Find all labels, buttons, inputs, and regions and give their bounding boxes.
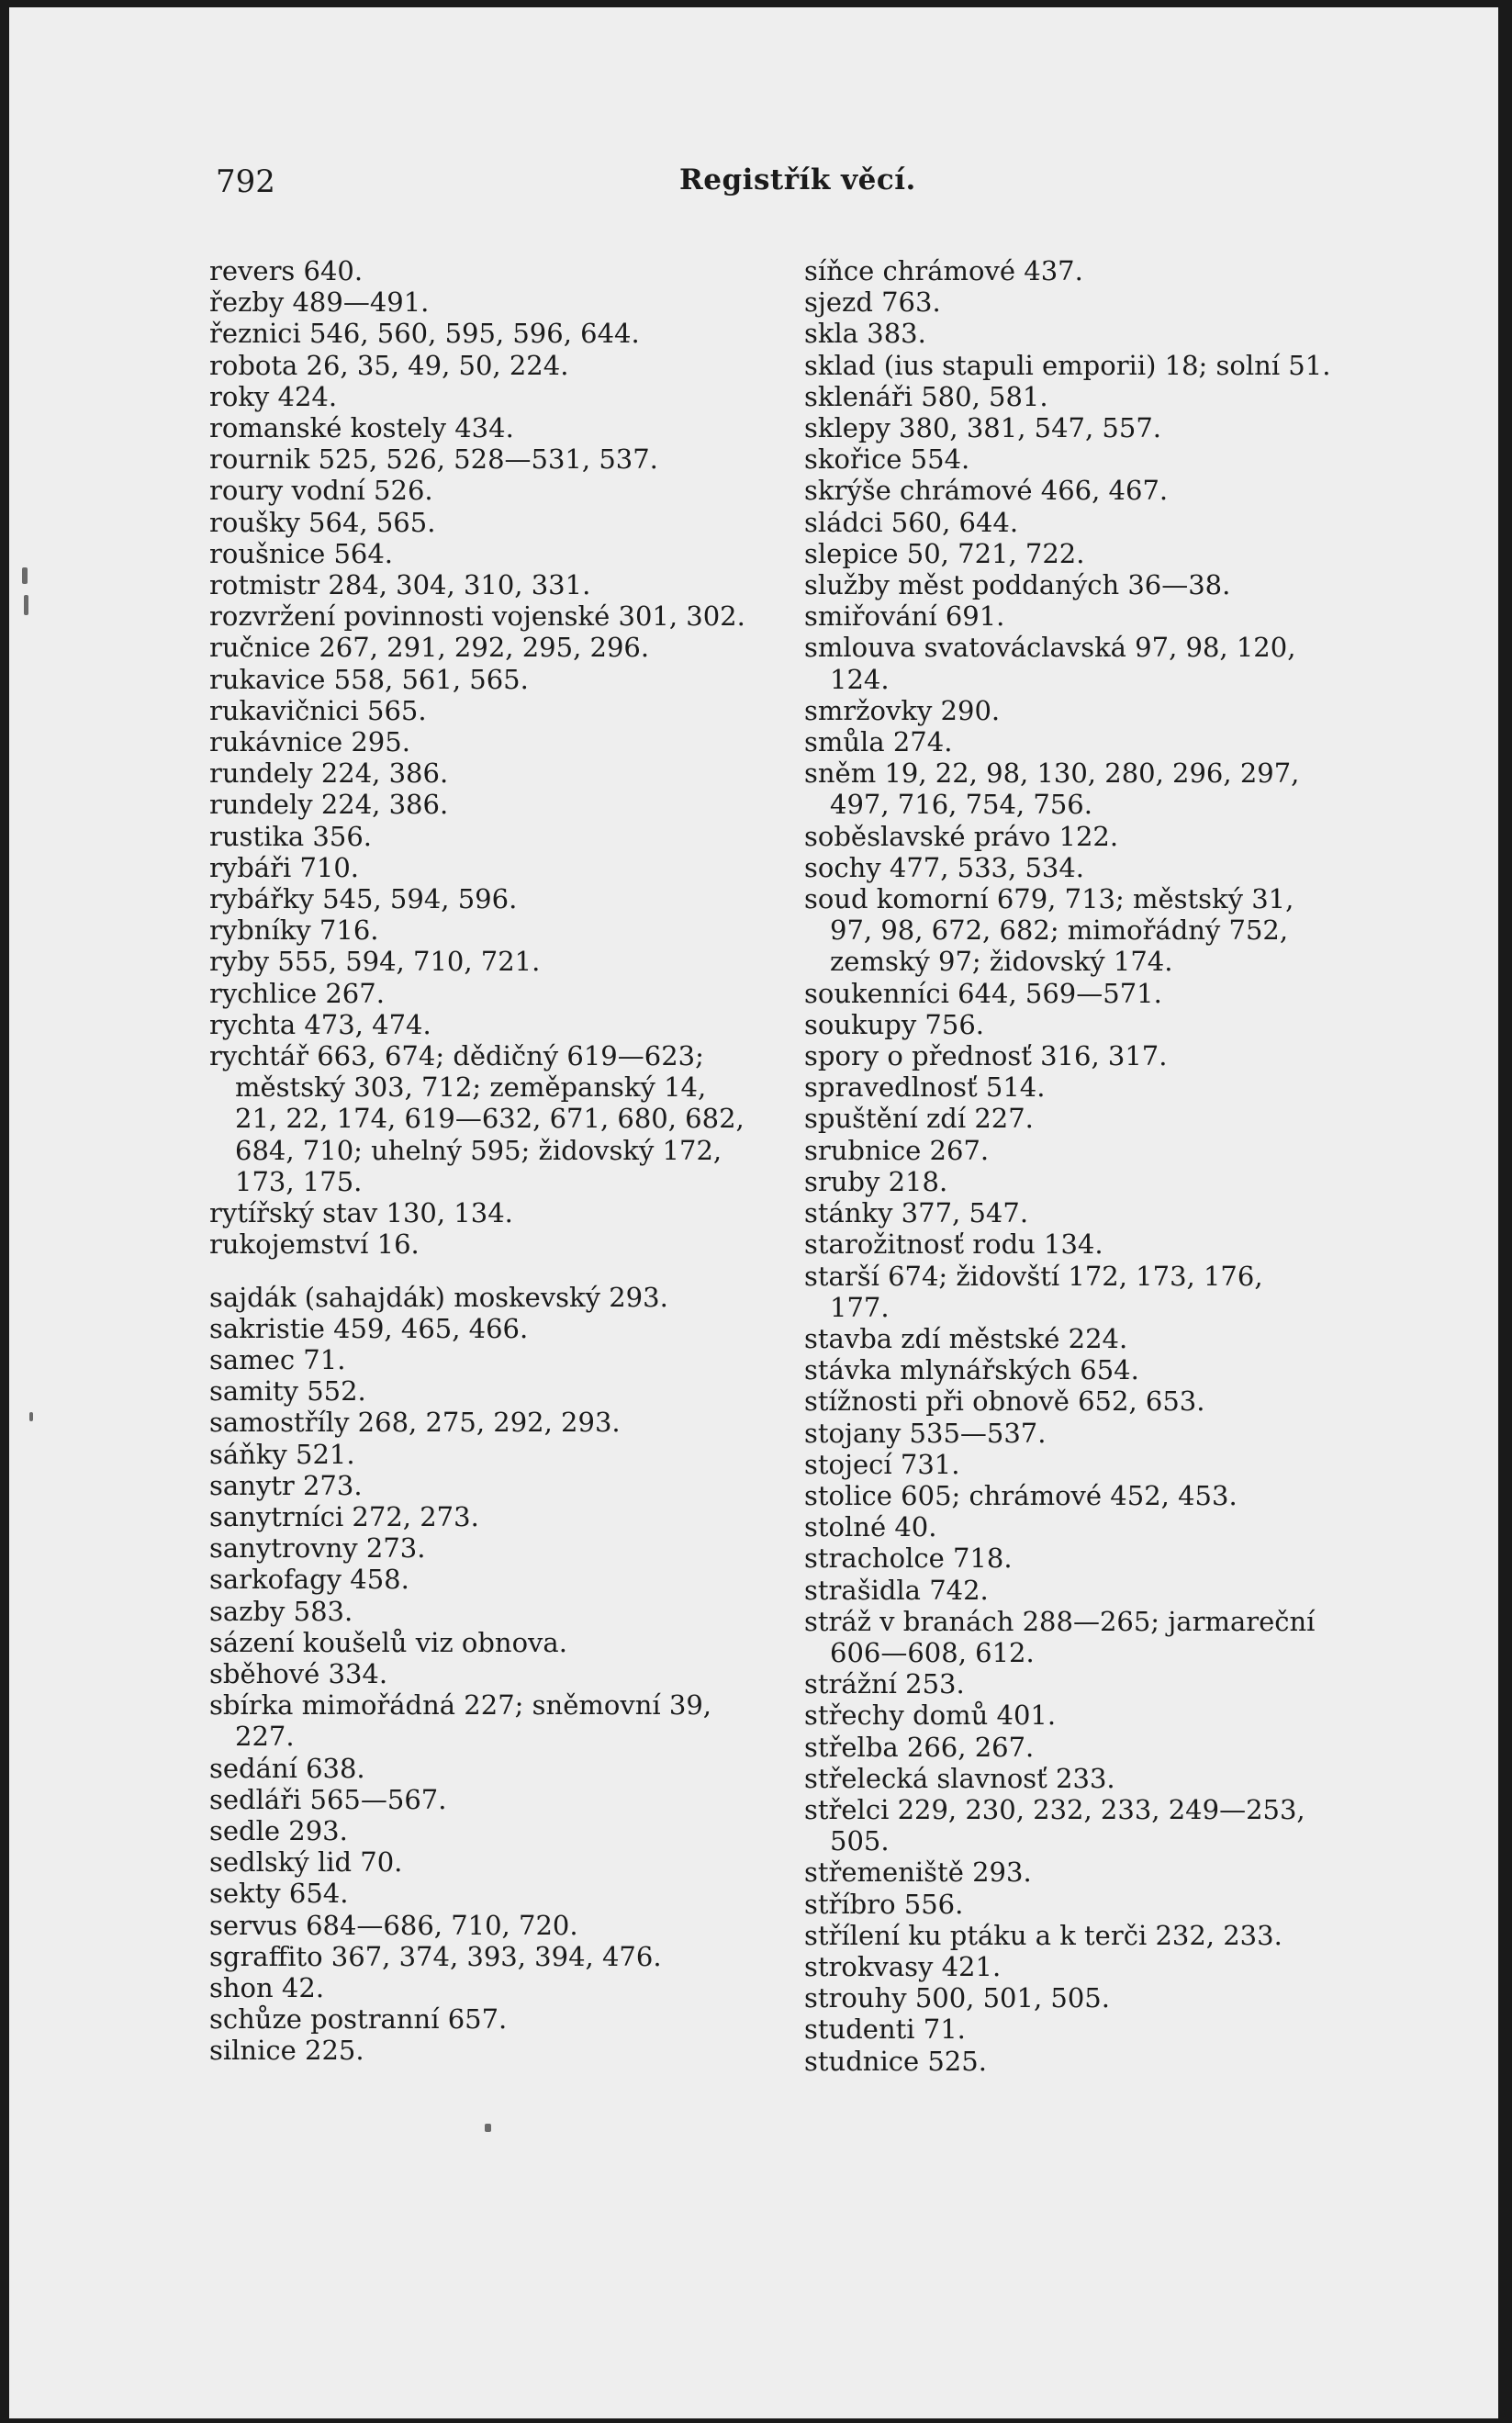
index-entry [804, 1103, 1392, 1134]
index-entry-line: rundely 224, 386. [209, 789, 449, 821]
index-entry-line: samostříly 268, 275, 292, 293. [209, 1407, 621, 1439]
index-entry-line: studenti 71. [804, 2014, 966, 2046]
index-entry-line: sgraffito 367, 374, 393, 394, 476. [209, 1940, 662, 1972]
index-entry [804, 757, 1392, 820]
index-entry [209, 1689, 778, 1752]
index-entry-line: sedle 293. [209, 1814, 348, 1846]
index-entry [209, 978, 778, 1009]
index-entry-line: rukavičnici 565. [209, 694, 427, 726]
index-entry-line: stavba zdí městské 224. [804, 1322, 1128, 1354]
index-entry [209, 1501, 778, 1532]
index-entry [804, 883, 1392, 978]
index-entry [804, 1606, 1392, 1668]
index-entry-line: rukávnice 295. [209, 726, 410, 758]
index-entry [804, 1040, 1392, 1071]
index-entry-line: sedláři 565—567. [209, 1783, 447, 1815]
index-entry-line: střílení ku ptáku a k terči 232, 233. [804, 1919, 1282, 1951]
index-entry [804, 1418, 1392, 1449]
index-entry [209, 255, 778, 286]
index-entry [209, 695, 778, 726]
index-entry [209, 789, 778, 820]
book-page [9, 7, 1498, 2418]
index-entry-line: samity 552. [209, 1375, 366, 1408]
index-entry [209, 1753, 778, 1784]
index-entry-line: sběhové 334. [209, 1657, 388, 1689]
page-header [216, 154, 1372, 209]
index-entry [209, 2003, 778, 2035]
index-entry [804, 412, 1392, 443]
index-entry [209, 1878, 778, 1909]
index-entry [804, 1951, 1392, 1982]
index-entry-line: strouhy 500, 501, 505. [804, 1982, 1110, 2014]
index-entry-continuation: 606—608, 612. [830, 1636, 1035, 1668]
index-entry [209, 1439, 778, 1470]
index-entry-line: slepice 50, 721, 722. [804, 537, 1085, 569]
index-entry-line: smržovky 290. [804, 694, 1001, 726]
index-entry-line: sedlský lid 70. [209, 1846, 403, 1879]
index-entry-line: silnice 225. [209, 2035, 364, 2067]
index-entry-line: sedání 638. [209, 1752, 365, 1784]
index-entry-line: sklenáři 580, 581. [804, 380, 1048, 412]
index-entry [804, 1071, 1392, 1103]
index-entry-line: síňce chrámové 437. [804, 255, 1083, 286]
index-entry-line: robota 26, 35, 49, 50, 224. [209, 349, 569, 381]
index-entry-line: spuštění zdí 227. [804, 1103, 1034, 1135]
scan-speck [485, 2124, 491, 2132]
index-entry [209, 538, 778, 569]
index-entry [804, 1668, 1392, 1699]
index-entry-line: stracholce 718. [804, 1542, 1013, 1575]
index-entry-line: stojecí 731. [804, 1448, 960, 1480]
index-entry-line: rustika 356. [209, 820, 373, 852]
index-entry [804, 350, 1392, 381]
index-entry-line: schůze postranní 657. [209, 2003, 508, 2036]
index-entry-line: soukupy 756. [804, 1008, 985, 1040]
page-number: 792 [216, 163, 275, 200]
index-entry-line: rybářky 545, 594, 596. [209, 883, 518, 915]
index-entry [209, 600, 778, 632]
index-entry-line: roury vodní 526. [209, 475, 433, 507]
index-entry-continuation: 173, 175. [235, 1165, 363, 1197]
index-entry [209, 1658, 778, 1689]
index-entry [209, 1910, 778, 1941]
index-entry-line: studnice 525. [804, 2045, 987, 2077]
index-entry-line: stánky 377, 547. [804, 1197, 1029, 1229]
index-entry-line: rybníky 716. [209, 914, 379, 947]
index-entry [804, 1889, 1392, 1920]
index-entry [804, 1511, 1392, 1542]
index-entry [804, 1575, 1392, 1606]
index-entry-line: sládci 560, 644. [804, 506, 1019, 538]
index-entry-line: roušnice 564. [209, 537, 394, 569]
index-entry-continuation: 97, 98, 672, 682; mimořádný 752, [830, 914, 1289, 947]
index-entry-line: skořice 554. [804, 443, 970, 476]
index-column-right [804, 255, 1392, 2077]
index-entry-line: stolné 40. [804, 1511, 937, 1543]
index-entry-line: soud komorní 679, 713; městský 31, [804, 883, 1294, 915]
index-entry [804, 1794, 1392, 1857]
index-entry [804, 600, 1392, 632]
index-entry [209, 821, 778, 852]
index-entry-line: rozvržení povinnosti vojenské 301, 302. [209, 600, 745, 633]
index-entry-line: střemeniště 293. [804, 1857, 1032, 1889]
index-entry-line: řeznici 546, 560, 595, 596, 644. [209, 318, 640, 350]
index-entry [209, 318, 778, 349]
index-entry-line: sklepy 380, 381, 547, 557. [804, 412, 1161, 444]
index-entry-line: rybáři 710. [209, 851, 360, 883]
index-entry [209, 1313, 778, 1344]
index-entry [804, 1228, 1392, 1260]
index-entry [804, 381, 1392, 412]
index-entry [209, 350, 778, 381]
index-entry [804, 632, 1392, 694]
index-entry-line: střechy domů 401. [804, 1699, 1057, 1732]
index-entry-line: sochy 477, 533, 534. [804, 851, 1085, 883]
index-entry [804, 1763, 1392, 1794]
index-entry-line: sanytr 273. [209, 1469, 363, 1501]
index-entry [209, 569, 778, 600]
index-entry [209, 443, 778, 475]
index-entry [804, 1542, 1392, 1574]
index-entry-line: ručnice 267, 291, 292, 295, 296. [209, 632, 650, 664]
index-entry [209, 1197, 778, 1228]
index-entry [804, 286, 1392, 318]
index-entry-line: rytířský stav 130, 134. [209, 1197, 513, 1229]
index-entry [209, 914, 778, 946]
index-entry [209, 757, 778, 789]
index-entry [209, 1941, 778, 1972]
scan-speck [22, 567, 28, 584]
index-entry [804, 1857, 1392, 1888]
running-title: Registřík věcí. [679, 163, 916, 196]
index-entry-line: strážní 253. [804, 1668, 965, 1700]
index-entry-line: sbírka mimořádná 227; sněmovní 39, [209, 1689, 711, 1722]
index-entry [804, 443, 1392, 475]
index-entry-line: smiřování 691. [804, 600, 1005, 633]
index-entry [209, 1470, 778, 1501]
index-entry-continuation: 505. [830, 1825, 890, 1857]
index-entry [209, 1972, 778, 2003]
index-entry-line: rychtář 663, 674; dědičný 619—623; [209, 1040, 704, 1072]
index-entry [209, 1596, 778, 1627]
index-entry-continuation: 684, 710; uhelný 595; židovský 172, [235, 1134, 722, 1166]
index-entry [209, 1375, 778, 1407]
index-entry [804, 1699, 1392, 1731]
index-entry-line: starožitnosť rodu 134. [804, 1228, 1103, 1261]
index-entry [209, 412, 778, 443]
index-entry-continuation: 227. [235, 1721, 295, 1753]
index-entry [209, 475, 778, 506]
index-entry [804, 1166, 1392, 1197]
index-entry [209, 1784, 778, 1815]
index-entry [209, 1407, 778, 1438]
index-entry [209, 632, 778, 663]
index-entry [209, 1846, 778, 1878]
index-entry-line: spory o přednosť 316, 317. [804, 1040, 1168, 1072]
index-entry-line: smůla 274. [804, 726, 953, 758]
index-entry [804, 507, 1392, 538]
index-entry-line: strašidla 742. [804, 1574, 989, 1606]
index-entry-line: srubnice 267. [804, 1134, 990, 1166]
index-entry-continuation: 124. [830, 663, 890, 695]
index-entry [804, 1385, 1392, 1417]
index-entry-line: sanytrníci 272, 273. [209, 1500, 479, 1532]
index-entry [209, 1282, 778, 1313]
scan-speck [29, 1412, 33, 1421]
index-entry [209, 1627, 778, 1658]
index-entry-line: strokvasy 421. [804, 1950, 1002, 1982]
index-entry-continuation: 177. [830, 1291, 890, 1323]
index-entry [804, 569, 1392, 600]
index-entry [804, 1480, 1392, 1511]
index-entry-line: rychta 473, 474. [209, 1008, 431, 1040]
index-entry-line: rournik 525, 526, 528—531, 537. [209, 443, 658, 476]
index-entry [804, 475, 1392, 506]
index-entry-line: roušky 564, 565. [209, 506, 436, 538]
index-entry-continuation: zemský 97; židovský 174. [830, 946, 1173, 978]
index-entry [209, 1228, 778, 1260]
index-entry-continuation: 21, 22, 174, 619—632, 671, 680, 682, [235, 1103, 745, 1135]
index-entry-line: soukenníci 644, 569—571. [804, 977, 1162, 1009]
index-entry-line: sruby 218. [804, 1165, 948, 1197]
index-entry [209, 1532, 778, 1564]
index-entry-line: řezby 489—491. [209, 286, 430, 319]
index-entry-line: soběslavské právo 122. [804, 820, 1119, 852]
index-entry-line: sněm 19, 22, 98, 130, 280, 296, 297, [804, 757, 1300, 790]
index-entry-line: sakristie 459, 465, 466. [209, 1312, 529, 1344]
index-entry [804, 255, 1392, 286]
index-entry-line: střelba 266, 267. [804, 1731, 1035, 1763]
scan-speck [24, 595, 28, 615]
index-entry-line: smlouva svatováclavská 97, 98, 120, [804, 632, 1296, 664]
index-entry-line: střelecká slavnosť 233. [804, 1762, 1115, 1794]
index-entry-line: služby měst poddaných 36—38. [804, 569, 1231, 601]
index-entry [209, 1344, 778, 1375]
index-entry-continuation: 497, 716, 754, 756. [830, 789, 1092, 821]
index-entry [209, 946, 778, 977]
index-entry-line: rukojemství 16. [209, 1228, 420, 1261]
index-entry-line: sarkofagy 458. [209, 1564, 409, 1596]
index-entry [804, 1009, 1392, 1040]
index-entry [209, 381, 778, 412]
index-entry [209, 2035, 778, 2066]
index-entry [804, 1982, 1392, 2014]
index-entry [209, 883, 778, 914]
index-entry [209, 664, 778, 695]
index-entry-line: stolice 605; chrámové 452, 453. [804, 1479, 1238, 1511]
index-entry-line: rundely 224, 386. [209, 757, 449, 790]
index-entry-line: stříbro 556. [804, 1888, 964, 1920]
index-entry-line: sáňky 521. [209, 1438, 355, 1470]
index-entry-line: sajdák (sahajdák) moskevský 293. [209, 1281, 668, 1313]
index-entry [209, 507, 778, 538]
index-entry [804, 318, 1392, 349]
index-entry-line: revers 640. [209, 255, 364, 286]
index-entry [804, 852, 1392, 883]
index-entry [804, 1261, 1392, 1323]
index-entry [804, 1135, 1392, 1166]
index-entry-line: spravedlnosť 514. [804, 1071, 1046, 1104]
index-entry [804, 1732, 1392, 1763]
index-entry-line: shon 42. [209, 1971, 325, 2003]
index-entry-line: servus 684—686, 710, 720. [209, 1909, 578, 1941]
index-entry [804, 978, 1392, 1009]
index-entry [209, 286, 778, 318]
index-entry-line: rotmistr 284, 304, 310, 331. [209, 569, 591, 601]
index-entry [804, 1197, 1392, 1228]
index-entry-continuation: městský 303, 712; zeměpanský 14, [235, 1071, 707, 1104]
index-entry [804, 2014, 1392, 2045]
index-entry [804, 726, 1392, 757]
index-entry-line: stráž v branách 288—265; jarmareční [804, 1605, 1316, 1637]
index-entry [209, 1564, 778, 1595]
index-entry-line: stížnosti při obnově 652, 653. [804, 1385, 1205, 1418]
index-entry [804, 821, 1392, 852]
index-entry [804, 1449, 1392, 1480]
index-entry-line: rukavice 558, 561, 565. [209, 663, 529, 695]
index-entry [804, 1323, 1392, 1354]
index-entry-line: sanytrovny 273. [209, 1532, 426, 1565]
index-entry-line: sjezd 763. [804, 286, 941, 319]
index-entry [804, 2046, 1392, 2077]
index-entry-line: starší 674; židovští 172, 173, 176, [804, 1260, 1263, 1292]
index-entry-line: romanské kostely 434. [209, 412, 514, 444]
index-entry-line: střelci 229, 230, 232, 233, 249—253, [804, 1793, 1305, 1825]
index-entry-line: rychlice 267. [209, 977, 385, 1009]
index-entry [209, 1815, 778, 1846]
index-entry [804, 1354, 1392, 1385]
index-entry-line: samec 71. [209, 1343, 346, 1375]
index-entry [209, 1040, 778, 1197]
index-entry-line: stávka mlynářských 654. [804, 1354, 1139, 1386]
index-entry-line: stojany 535—537. [804, 1417, 1047, 1449]
index-entry-line: ryby 555, 594, 710, 721. [209, 946, 541, 978]
index-entry-line: roky 424. [209, 380, 338, 412]
index-entry [804, 538, 1392, 569]
index-entry-line: sekty 654. [209, 1878, 349, 1910]
index-entry-line: sklad (ius stapuli emporii) 18; solní 51. [804, 349, 1331, 381]
index-entry-line: sázení koušelů viz obnova. [209, 1626, 567, 1658]
index-column-left [209, 255, 778, 2067]
index-entry-line: skla 383. [804, 318, 926, 350]
index-entry-line: skrýše chrámové 466, 467. [804, 475, 1169, 507]
index-entry [804, 1920, 1392, 1951]
index-entry-line: sazby 583. [209, 1595, 353, 1627]
index-entry [804, 695, 1392, 726]
index-entry [209, 852, 778, 883]
index-entry [209, 726, 778, 757]
index-entry [209, 1009, 778, 1040]
